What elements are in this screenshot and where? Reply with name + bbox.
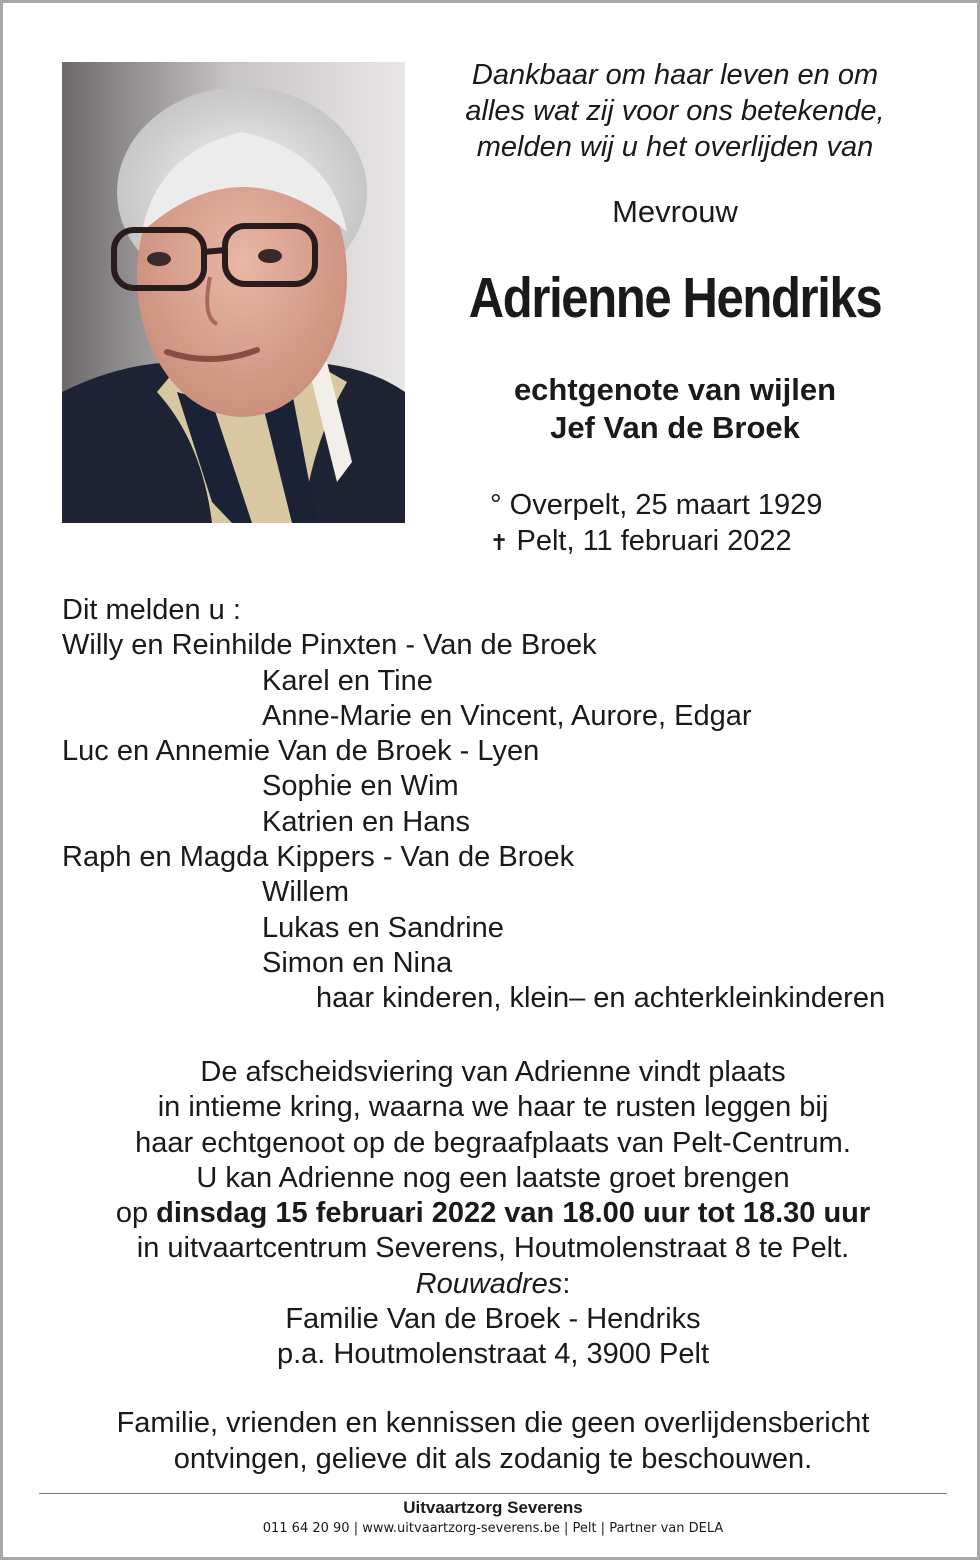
- birth-date: [490, 487, 822, 523]
- ceremony-line: in uitvaartcentrum Severens, Houtmolenstraat 8 te Pelt.: [136, 1232, 850, 1265]
- portrait-photo: [62, 62, 405, 523]
- ceremony-info: [33, 1055, 953, 1373]
- intro-line: melden wij u het overlijden van: [476, 131, 874, 163]
- family-intro: Dit melden u :: [62, 594, 241, 626]
- family-member-line: Raph en Magda Kippers - Van de Broek: [62, 841, 575, 874]
- address-street: p.a. Houtmolenstraat 4, 3900 Pelt: [276, 1338, 710, 1371]
- visitation-datetime: dinsdag 15 februari 2022 van 18.00 uur tot 18.30 uur: [156, 1197, 871, 1230]
- closing-line: ontvingen, gelieve dit als zodanig te beschouwen.: [173, 1443, 813, 1475]
- family-member-line: Willy en Reinhilde Pinxten - Van de Broek: [62, 629, 597, 662]
- ceremony-line: in intieme kring, waarna we haar te rusten leggen bij: [157, 1091, 829, 1124]
- family-member-line: Katrien en Hans: [262, 805, 470, 838]
- death-date: [490, 523, 822, 561]
- intro-text: [415, 57, 935, 165]
- family-member-line: Karel en Tine: [262, 664, 433, 697]
- cross-icon: ✝: [490, 530, 509, 555]
- life-dates: [490, 487, 822, 561]
- ceremony-line: De afscheidsviering van Adrienne vindt plaats: [200, 1056, 786, 1088]
- ceremony-line: haar echtgenoot op de begraafplaats van Pelt-Centrum.: [135, 1126, 851, 1159]
- intro-line: Dankbaar om haar leven en om: [471, 59, 879, 91]
- spouse-line: echtgenote van wijlen: [513, 372, 837, 407]
- address-colon: :: [562, 1267, 571, 1300]
- family-member-line: Luc en Annemie Van de Broek - Lyen: [62, 735, 540, 768]
- closing-line: Familie, vrienden en kennissen die geen overlijdensbericht: [116, 1407, 870, 1439]
- visitation-prefix: op: [115, 1197, 157, 1230]
- footer-divider: [39, 1493, 947, 1494]
- intro-line: alles wat zij voor ons betekende,: [465, 95, 885, 127]
- deceased-name: Adrienne Hendriks: [468, 266, 882, 330]
- ceremony-line: U kan Adrienne nog een laatste groet brengen: [196, 1161, 790, 1194]
- funeral-company: Uitvaartzorg Severens: [403, 1498, 583, 1517]
- death-text: Pelt, 11 februari 2022: [516, 525, 792, 557]
- address-label: Rouwadres: [415, 1267, 563, 1300]
- address-name: Familie Van de Broek - Hendriks: [285, 1303, 701, 1336]
- spouse-info: [415, 371, 935, 447]
- spouse-line: Jef Van de Broek: [550, 410, 800, 445]
- family-list: [62, 593, 942, 1017]
- family-member-line: Simon en Nina: [262, 946, 453, 979]
- visitation-line: [33, 1196, 953, 1231]
- birth-icon: °: [490, 489, 502, 521]
- family-member-line: Willem: [262, 876, 349, 909]
- family-rows: [62, 628, 942, 1016]
- family-member-line: Sophie en Wim: [262, 770, 459, 803]
- address-label-line: [33, 1267, 953, 1302]
- birth-text: Overpelt, 25 maart 1929: [509, 489, 823, 521]
- family-member-line: haar kinderen, klein– en achterkleinkinderen: [316, 982, 886, 1015]
- closing-text: [33, 1405, 953, 1477]
- family-member-line: Lukas en Sandrine: [262, 911, 504, 944]
- family-member-line: Anne-Marie en Vincent, Aurore, Edgar: [262, 699, 752, 732]
- company-contact: 011 64 20 90 | www.uitvaartzorg-severens.be | Pelt | Partner van DELA: [262, 1521, 724, 1536]
- honorific: Mevrouw: [612, 194, 738, 229]
